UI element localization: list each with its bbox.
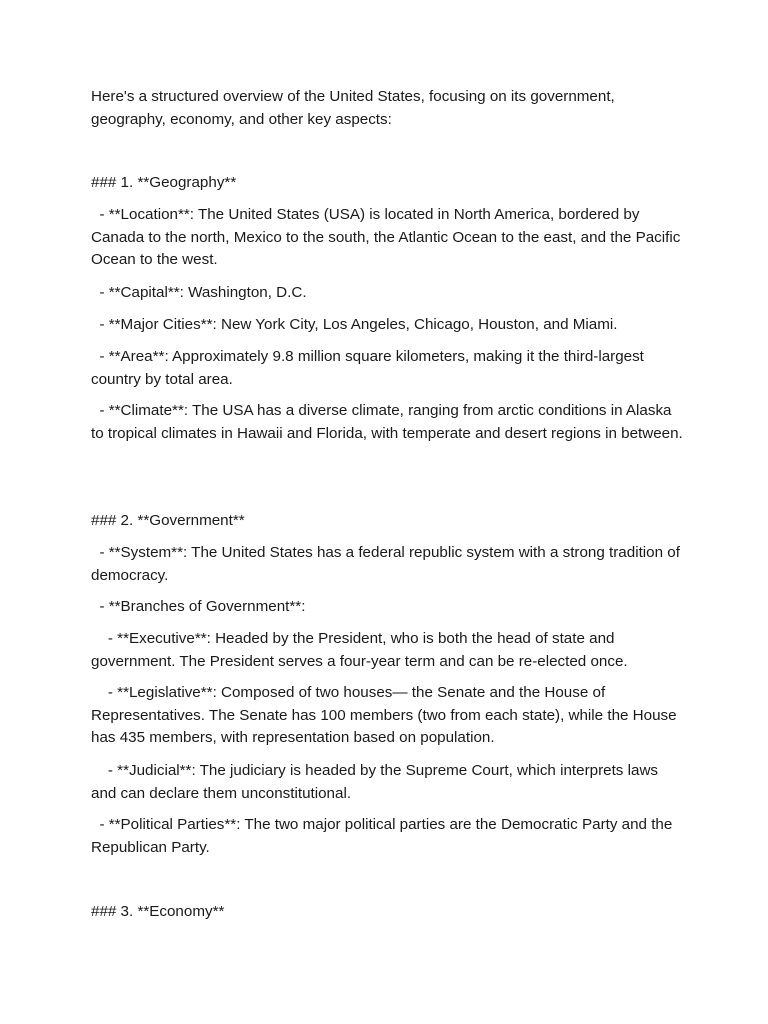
geography-location-paragraph: - **Location**: The United States (USA) is located in North America, bordered by Canada to the north, Mexico to the south, the Atlantic Ocean to the east, and the Pacific Ocean to the west. bbox=[91, 206, 685, 268]
geography-major-cities-paragraph: - **Major Cities**: New York City, Los Angeles, Chicago, Houston, and Miami. bbox=[91, 316, 618, 333]
government-legislative-paragraph: - **Legislative**: Composed of two houses— the Senate and the House of Representatives. The Senate has 100 members (two from each state), while the House has 435 members, with representation based on population. bbox=[91, 684, 681, 746]
intro-paragraph: Here's a structured overview of the United States, focusing on its government, geography, economy, and other key aspects: bbox=[91, 88, 619, 128]
section-heading-geography: ### 1. **Geography** bbox=[91, 174, 237, 191]
government-executive-paragraph: - **Executive**: Headed by the President, who is both the head of state and government. The President serves a four-year term and can be re-elected once. bbox=[91, 630, 628, 670]
geography-capital-paragraph: - **Capital**: Washington, D.C. bbox=[91, 284, 307, 301]
section-heading-government: ### 2. **Government** bbox=[91, 512, 245, 529]
section-heading-economy: ### 3. **Economy** bbox=[91, 903, 225, 920]
government-system-paragraph: - **System**: The United States has a federal republic system with a strong tradition of democracy. bbox=[91, 544, 685, 584]
government-judicial-paragraph: - **Judicial**: The judiciary is headed by the Supreme Court, which interprets laws and can declare them unconstitutional. bbox=[91, 762, 663, 802]
government-branches-paragraph: - **Branches of Government**: bbox=[91, 598, 306, 615]
geography-climate-paragraph: - **Climate**: The USA has a diverse climate, ranging from arctic conditions in Alaska to tropical climates in Hawaii and Florida, with temperate and desert regions in between. bbox=[91, 402, 683, 442]
geography-area-paragraph: - **Area**: Approximately 9.8 million square kilometers, making it the third-largest country by total area. bbox=[91, 348, 649, 388]
government-political-parties-paragraph: - **Political Parties**: The two major political parties are the Democratic Party and the Republican Party. bbox=[91, 816, 677, 856]
